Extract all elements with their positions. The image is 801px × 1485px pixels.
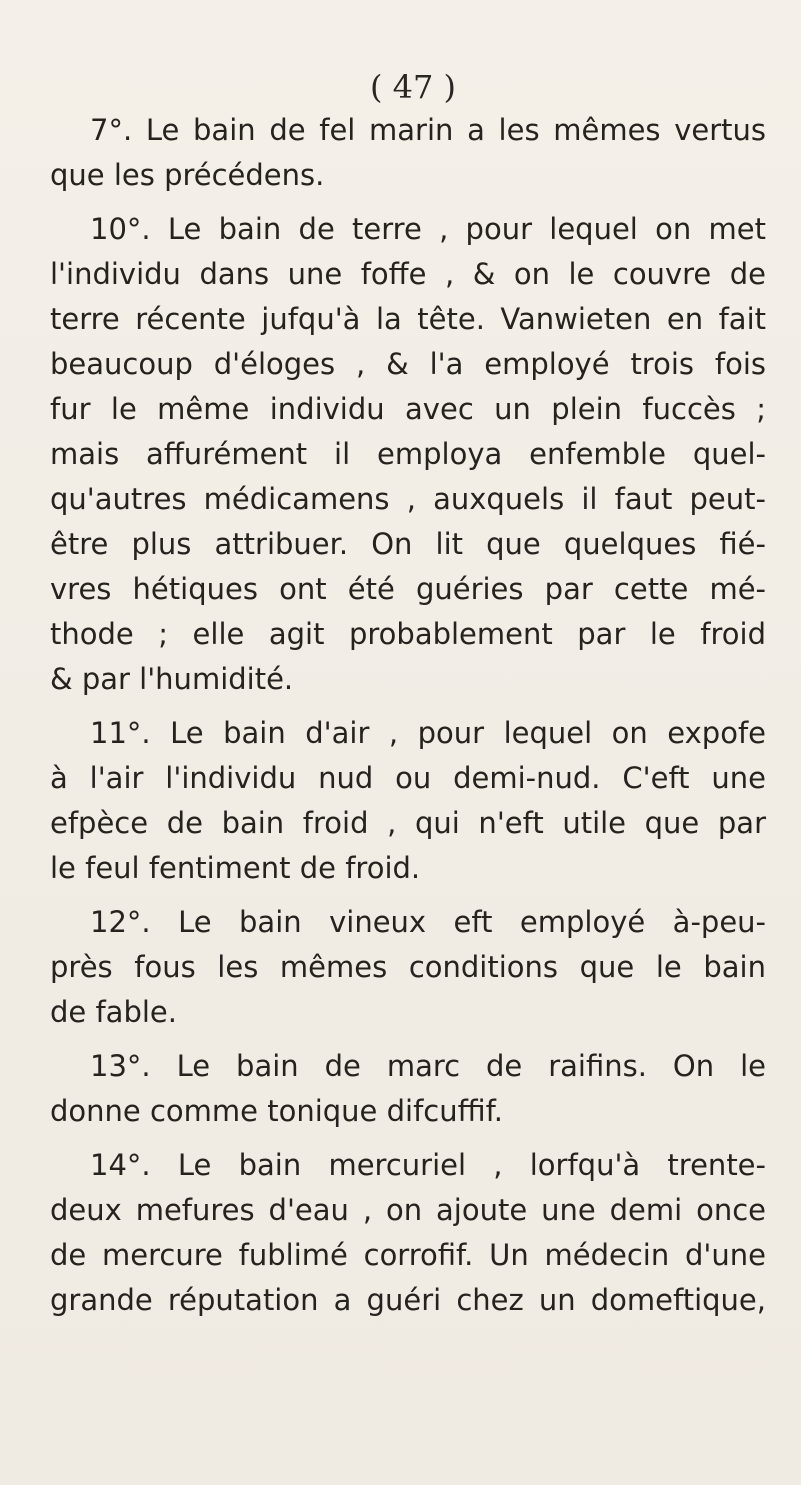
text-line: de fable.	[50, 995, 177, 1029]
text-line: mais affurément il employa enfemble quel-	[50, 437, 766, 471]
text-line: 7°. Le bain de fel marin a les mêmes vertus	[90, 113, 766, 147]
text-line: à l'air l'individu nud ou demi-nud. C'eft une	[50, 761, 766, 795]
text-line: l'individu dans une foffe , & on le couvre de	[50, 257, 766, 291]
text-line: près fous les mêmes conditions que le bain	[50, 950, 766, 984]
text-line: 13°. Le bain de marc de raifins. On le	[90, 1049, 766, 1083]
text-line: efpèce de bain froid , qui n'eft utile que par	[50, 806, 766, 840]
text-line: beaucoup d'éloges , & l'a employé trois fois	[50, 347, 766, 381]
text-line: 14°. Le bain mercuriel , lorfqu'à trente-	[90, 1148, 766, 1182]
text-line: deux mefures d'eau , on ajoute une demi once	[50, 1193, 766, 1227]
text-line: donne comme tonique difcuffif.	[50, 1094, 503, 1128]
text-line: & par l'humidité.	[50, 662, 294, 696]
text-line: 11°. Le bain d'air , pour lequel on expofe	[90, 716, 766, 750]
text-line: qu'autres médicamens , auxquels il faut peut-	[50, 482, 766, 516]
text-line: terre récente jufqu'à la tête. Vanwieten en fait	[50, 302, 766, 336]
text-line: être plus attribuer. On lit que quelques fié-	[50, 527, 766, 561]
text-line: 10°. Le bain de terre , pour lequel on met	[90, 212, 766, 246]
text-line: fur le même individu avec un plein fuccès ;	[50, 392, 766, 426]
text-line: vres hétiques ont été guéries par cette mé-	[50, 572, 766, 606]
text-line: 12°. Le bain vineux eft employé à-peu-	[90, 905, 766, 939]
body-text	[50, 108, 766, 1323]
page-number: ( 47 )	[370, 68, 457, 106]
text-line: que les précédens.	[50, 158, 325, 192]
text-line: grande réputation a guéri chez un domeftique,	[50, 1283, 766, 1317]
text-line: thode ; elle agit probablement par le froid	[50, 617, 766, 651]
text-line: de mercure fublimé corrofif. Un médecin d'une	[50, 1238, 766, 1272]
text-line: le feul fentiment de froid.	[50, 851, 421, 885]
